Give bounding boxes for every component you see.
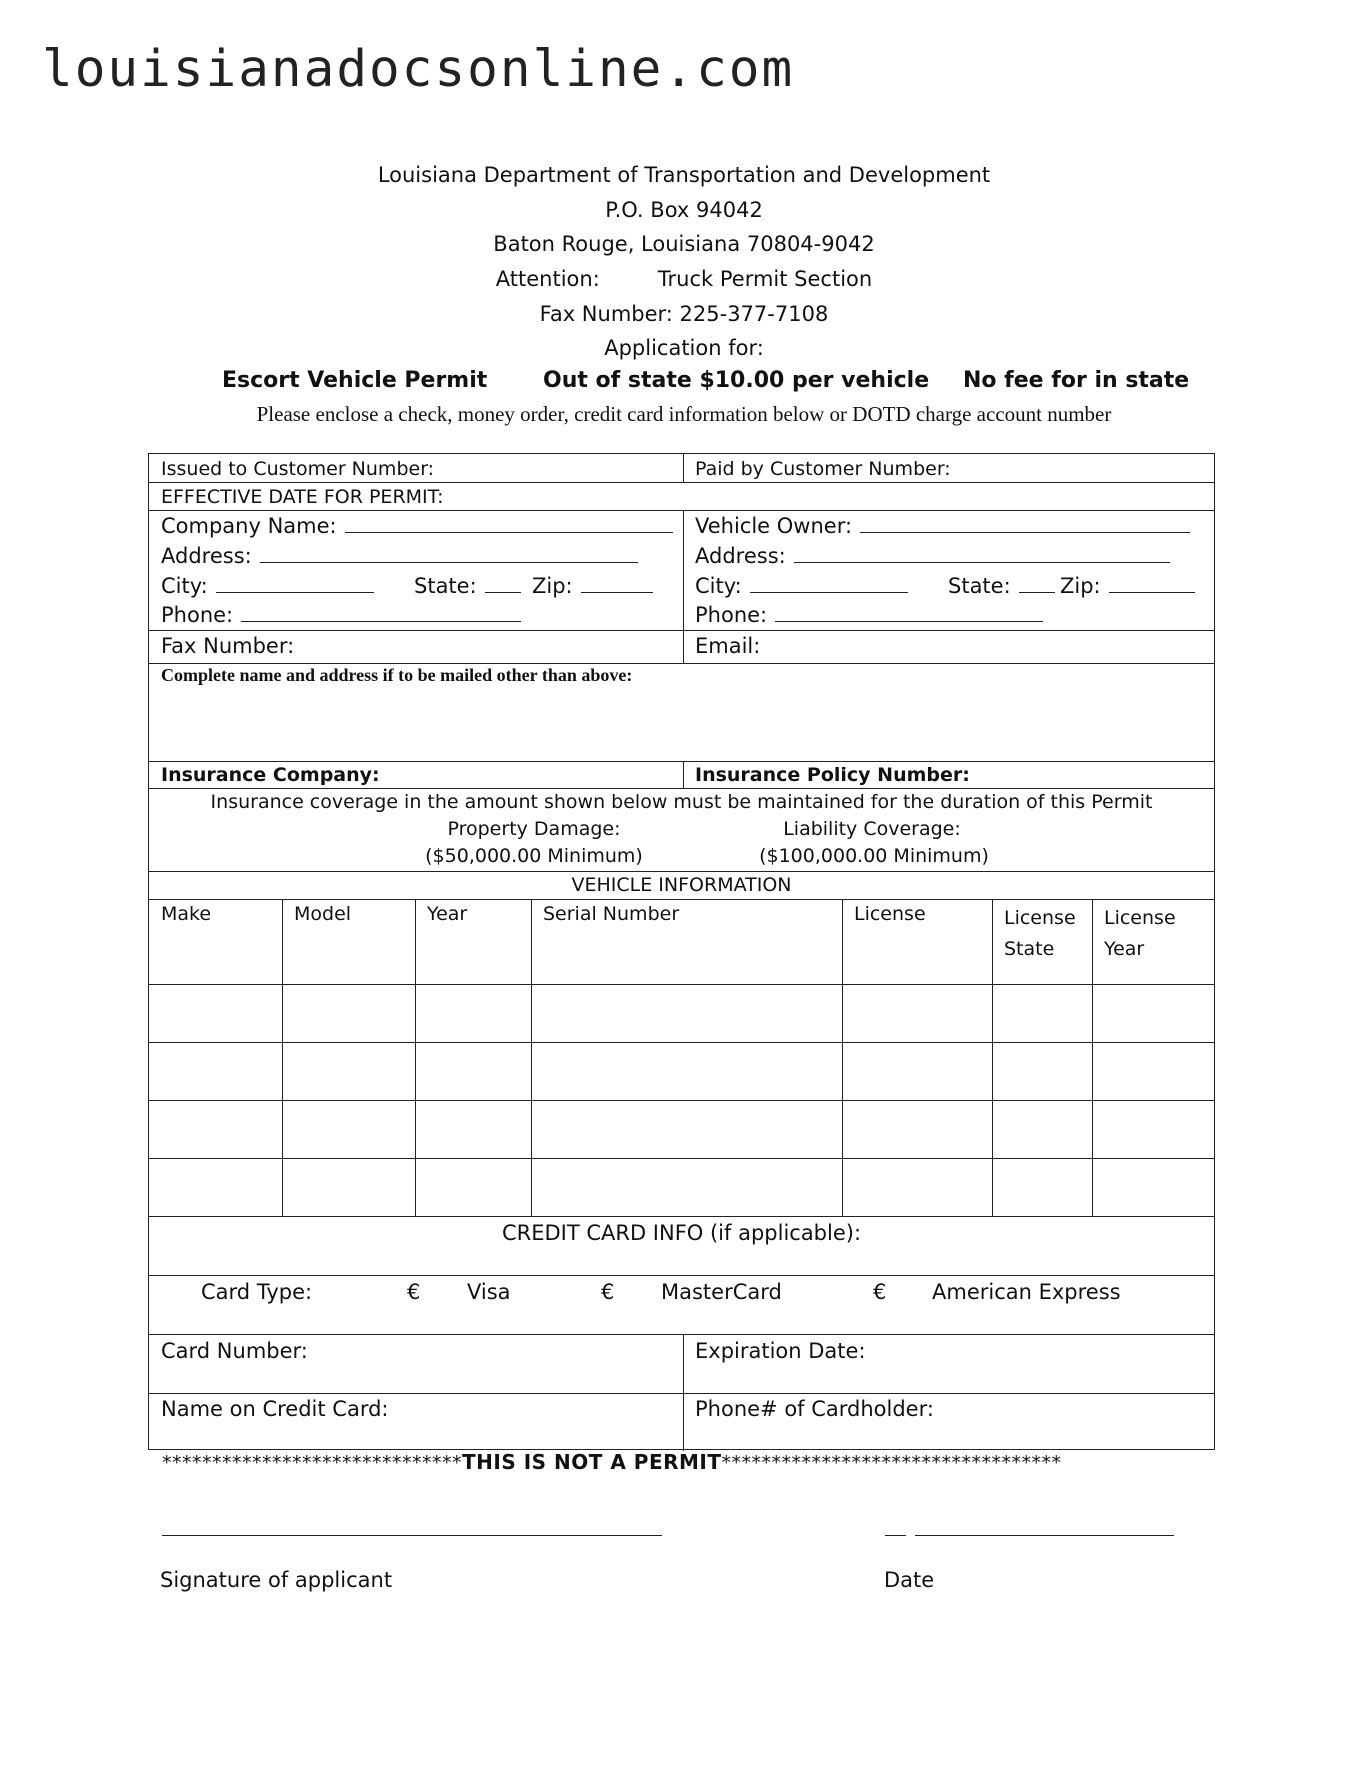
attention-label: Attention: xyxy=(495,267,600,291)
owner-city-label: City: xyxy=(695,574,742,598)
company-city-label: City: xyxy=(161,574,208,598)
col-serial-number: Serial Number xyxy=(543,903,680,925)
application-for: Application for: xyxy=(604,336,764,360)
owner-state-label: State: xyxy=(948,574,1011,598)
col-model: Model xyxy=(294,903,352,925)
fax-number: Fax Number: 225-377-7108 xyxy=(539,302,829,326)
not-a-permit-text: THIS IS NOT A PERMIT xyxy=(462,1450,722,1474)
col-year: Year xyxy=(427,903,468,925)
attention-value: Truck Permit Section xyxy=(657,267,873,291)
credit-card-title: CREDIT CARD INFO (if applicable): xyxy=(501,1221,862,1245)
out-of-state-fee: Out of state $10.00 per vehicle xyxy=(543,368,930,393)
cardholder-phone-label[interactable]: Phone# of Cardholder: xyxy=(695,1397,934,1421)
owner-state-field[interactable] xyxy=(948,574,1055,598)
not-a-permit-banner: ******************************THIS IS NOT A PERMIT********************************** xyxy=(162,1450,1062,1474)
company-name-label: Company Name: xyxy=(161,514,337,538)
company-state-field[interactable] xyxy=(414,574,521,598)
col-license: License xyxy=(854,903,926,925)
company-name-field[interactable] xyxy=(161,514,673,538)
col-make: Make xyxy=(161,903,212,925)
company-city-field[interactable] xyxy=(161,574,374,598)
mastercard-checkbox[interactable]: € xyxy=(601,1280,615,1304)
attention-line xyxy=(0,267,1368,291)
visa-checkbox[interactable]: € xyxy=(407,1280,421,1304)
property-damage-label: Property Damage: xyxy=(447,818,621,840)
liability-min: ($100,000.00 Minimum) xyxy=(759,845,989,867)
owner-zip-field[interactable] xyxy=(1060,574,1195,598)
po-box: P.O. Box 94042 xyxy=(605,198,763,222)
signature-label: Signature of applicant xyxy=(160,1568,393,1592)
amex-checkbox[interactable]: € xyxy=(873,1280,887,1304)
vehicle-info-title: VEHICLE INFORMATION xyxy=(571,874,792,896)
date-line[interactable] xyxy=(915,1535,1174,1536)
liability-label: Liability Coverage: xyxy=(783,818,961,840)
col-license-year: License Year xyxy=(1104,907,1176,960)
vehicle-owner-field[interactable] xyxy=(695,514,1190,538)
insurance-policy-label[interactable]: Insurance Policy Number: xyxy=(695,764,970,786)
company-fax-label[interactable]: Fax Number: xyxy=(161,634,295,658)
company-zip-label: Zip: xyxy=(532,574,573,598)
company-address-label: Address: xyxy=(161,544,252,568)
owner-phone-label: Phone: xyxy=(695,603,768,627)
city-state-zip: Baton Rouge, Louisiana 70804-9042 xyxy=(493,232,875,256)
insurance-company-label[interactable]: Insurance Company: xyxy=(161,764,380,786)
name-on-card-label[interactable]: Name on Credit Card: xyxy=(161,1397,389,1421)
company-state-label: State: xyxy=(414,574,477,598)
owner-address-field[interactable] xyxy=(695,544,1170,568)
company-phone-field[interactable] xyxy=(161,603,521,627)
mail-other-label[interactable]: Complete name and address if to be mailed other than above: xyxy=(161,665,633,685)
mastercard-label: MasterCard xyxy=(661,1280,782,1304)
agency-name: Louisiana Department of Transportation and Development xyxy=(377,163,991,187)
paid-by-label: Paid by Customer Number: xyxy=(695,458,951,480)
date-label: Date xyxy=(884,1568,935,1592)
insurance-note: Insurance coverage in the amount shown below must be maintained for the duration of this Permit xyxy=(210,791,1153,813)
in-state-fee: No fee for in state xyxy=(963,368,1190,393)
site-watermark: louisianadocsonline.com xyxy=(42,40,795,99)
permit-type: Escort Vehicle Permit xyxy=(222,368,488,393)
owner-zip-label: Zip: xyxy=(1060,574,1101,598)
vehicle-owner-label: Vehicle Owner: xyxy=(695,514,853,538)
date-line-short[interactable] xyxy=(885,1535,906,1536)
company-phone-label: Phone: xyxy=(161,603,234,627)
owner-email-label[interactable]: Email: xyxy=(695,634,761,658)
company-address-field[interactable] xyxy=(161,544,638,568)
visa-label: Visa xyxy=(467,1280,511,1304)
owner-address-label: Address: xyxy=(695,544,786,568)
expiration-label[interactable]: Expiration Date: xyxy=(695,1339,866,1363)
effective-date-label: EFFECTIVE DATE FOR PERMIT: xyxy=(161,486,444,508)
application-form xyxy=(148,453,1215,1450)
card-number-label[interactable]: Card Number: xyxy=(161,1339,308,1363)
company-zip-field[interactable] xyxy=(532,574,653,598)
owner-city-field[interactable] xyxy=(695,574,908,598)
col-license-state: License State xyxy=(1004,907,1076,960)
issued-to-label: Issued to Customer Number: xyxy=(161,458,435,480)
card-type-label: Card Type: xyxy=(201,1280,313,1304)
property-damage-min: ($50,000.00 Minimum) xyxy=(425,845,643,867)
amex-label: American Express xyxy=(932,1280,1121,1304)
owner-phone-field[interactable] xyxy=(695,603,1043,627)
enclose-note: Please enclose a check, money order, credit card information below or DOTD charge account number xyxy=(256,402,1112,426)
signature-line[interactable] xyxy=(162,1535,662,1536)
